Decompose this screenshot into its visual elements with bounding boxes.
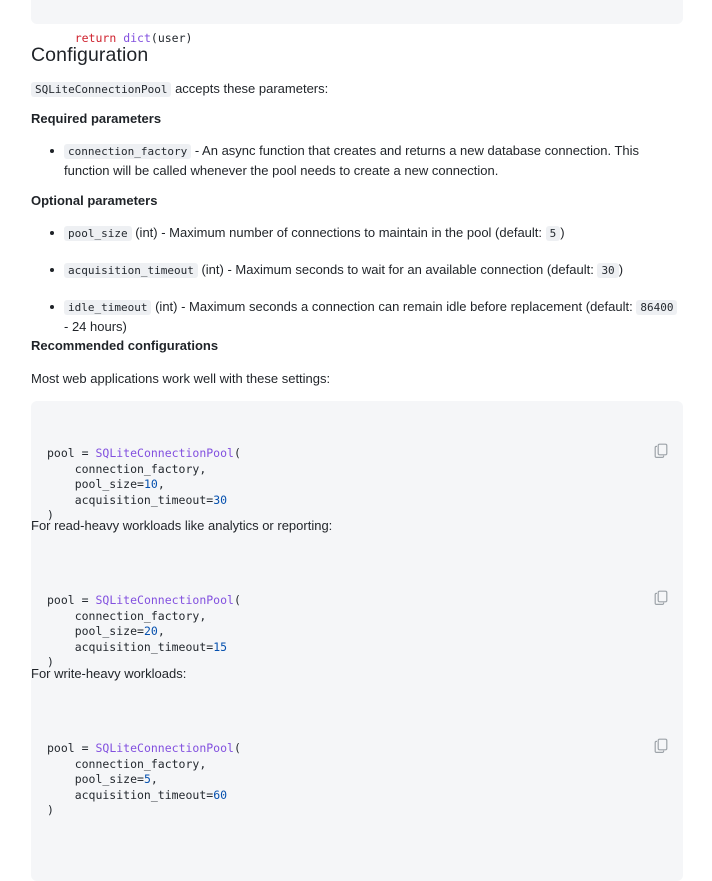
param-suffix: - 24 hours): [64, 319, 127, 334]
param-name: connection_factory: [64, 144, 191, 159]
list-item: [31, 223, 681, 243]
param-name: acquisition_timeout: [64, 263, 198, 278]
copy-icon[interactable]: [653, 411, 671, 429]
copy-icon[interactable]: [653, 558, 671, 576]
code-lines: pool = SQLiteConnectionPool( connection_factory, pool_size=5, acquisition_timeout=60 ): [47, 741, 241, 817]
param-type: (int): [131, 225, 158, 240]
required-parameters-list: [31, 141, 681, 180]
param-type: (int): [151, 299, 178, 314]
optional-parameters-list: [31, 223, 681, 336]
recommended-configurations-heading: Recommended configurations: [31, 338, 219, 353]
param-default: 86400: [636, 300, 677, 315]
inline-code-class: SQLiteConnectionPool: [31, 82, 171, 97]
code-block-partial-top: [31, 0, 683, 45]
code-block-write-heavy: [31, 696, 683, 881]
intro-paragraph: [31, 79, 328, 99]
required-parameters-heading: Required parameters: [31, 111, 162, 126]
example-caption-3: For write-heavy workloads:: [31, 666, 187, 681]
code-lines: return dict(user): [74, 31, 193, 45]
param-name: pool_size: [64, 226, 132, 241]
param-default: 5: [546, 226, 561, 241]
example-caption-1: Most web applications work well with these settings:: [31, 371, 331, 386]
param-description: - Maximum seconds to wait for an available connection (default:: [223, 262, 594, 277]
code-lines: pool = SQLiteConnectionPool( connection_factory, pool_size=10, acquisition_timeout=30 ): [47, 446, 241, 522]
list-item: [31, 297, 681, 336]
param-name: idle_timeout: [64, 300, 151, 315]
code-lines: pool = SQLiteConnectionPool( connection_factory, pool_size=20, acquisition_timeout=15 ): [47, 593, 241, 669]
param-description: - An async function that creates and returns a new database connection. This function will be called whenever the pool needs to create a new connection.: [64, 143, 640, 178]
param-description: - Maximum number of connections to maintain in the pool (default:: [157, 225, 543, 240]
list-item: [31, 260, 681, 280]
param-type: (int): [197, 262, 224, 277]
param-suffix: ): [560, 225, 565, 240]
param-suffix: ): [618, 262, 624, 277]
copy-icon[interactable]: [653, 706, 671, 724]
param-description: - Maximum seconds a connection can remain idle before replacement (default:: [177, 299, 633, 314]
intro-text: accepts these parameters:: [171, 81, 329, 96]
example-caption-2: For read-heavy workloads like analytics or reporting:: [31, 518, 333, 533]
param-default: 30: [597, 263, 618, 278]
list-item: [31, 141, 681, 180]
optional-parameters-heading: Optional parameters: [31, 193, 158, 208]
page-title: Configuration: [31, 44, 149, 66]
